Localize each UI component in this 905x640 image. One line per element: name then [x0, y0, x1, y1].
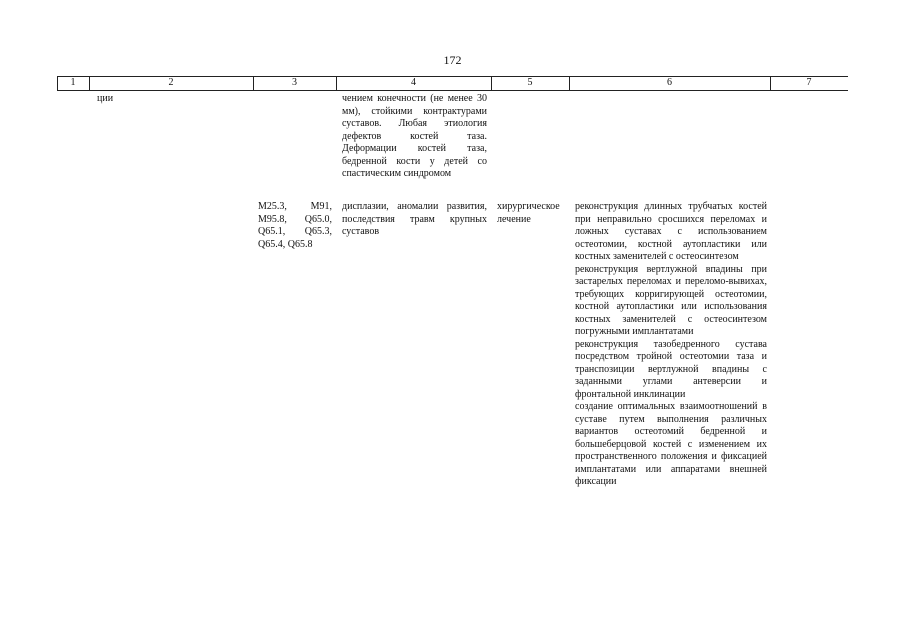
cell-diagnosis: дисплазии, аномалии развития, последствия травм крупных суставов — [342, 201, 487, 237]
page-number: 172 — [443, 53, 462, 67]
cell-icd-codes: М25.3, М91, М95.8, Q65.0, Q65.1, Q65.3, Q65.4, Q65.8 — [258, 201, 332, 250]
method-item: реконструкция тазобедренного сустава посредством тройной остеотомии таза и транспозиции вертлужной впадины с заданными углами антеверсии и фронтальной инклинации — [575, 338, 767, 400]
column-number: 2 — [168, 77, 174, 88]
column-number: 7 — [806, 77, 812, 88]
cell-methods-list — [575, 201, 767, 489]
column-number: 1 — [70, 77, 76, 88]
cell-continuation-col4: чением конечности (не менее 30 мм), стойкими контрактурами суставов. Любая этиология дефектов костей таза. Деформации костей таза, бедренной кости у детей со спастическим синдромом — [342, 93, 487, 179]
cell-continuation-col2: ции — [97, 93, 114, 104]
column-number: 3 — [292, 77, 297, 88]
column-number: 4 — [411, 77, 416, 88]
column-number: 6 — [667, 77, 672, 88]
table-header-bottom-border — [57, 90, 848, 91]
method-item: создание оптимальных взаимоотношений в суставе путем выполнения различных вариантов остеотомий бедренной и большеберцовой костей с изменением их пространственного положения и фиксацией имплантатами или аппаратами внешней фиксации — [575, 401, 767, 487]
cell-treatment-type: хирургическое лечение — [497, 201, 560, 225]
method-item: реконструкция вертлужной впадины при застарелых переломах и переломо-вывихах, требующих корригирующей остеотомии, костной аутопластики или использования костных заменителей с остеосинтезом погружными имплантатами — [575, 263, 767, 337]
method-item: реконструкция длинных трубчатых костей при неправильно сросшихся переломах и ложных суставах с использованием остеотомии, костной аутопластики или костных заменителей с остеосинтезом — [575, 201, 767, 262]
column-number: 5 — [527, 77, 533, 88]
